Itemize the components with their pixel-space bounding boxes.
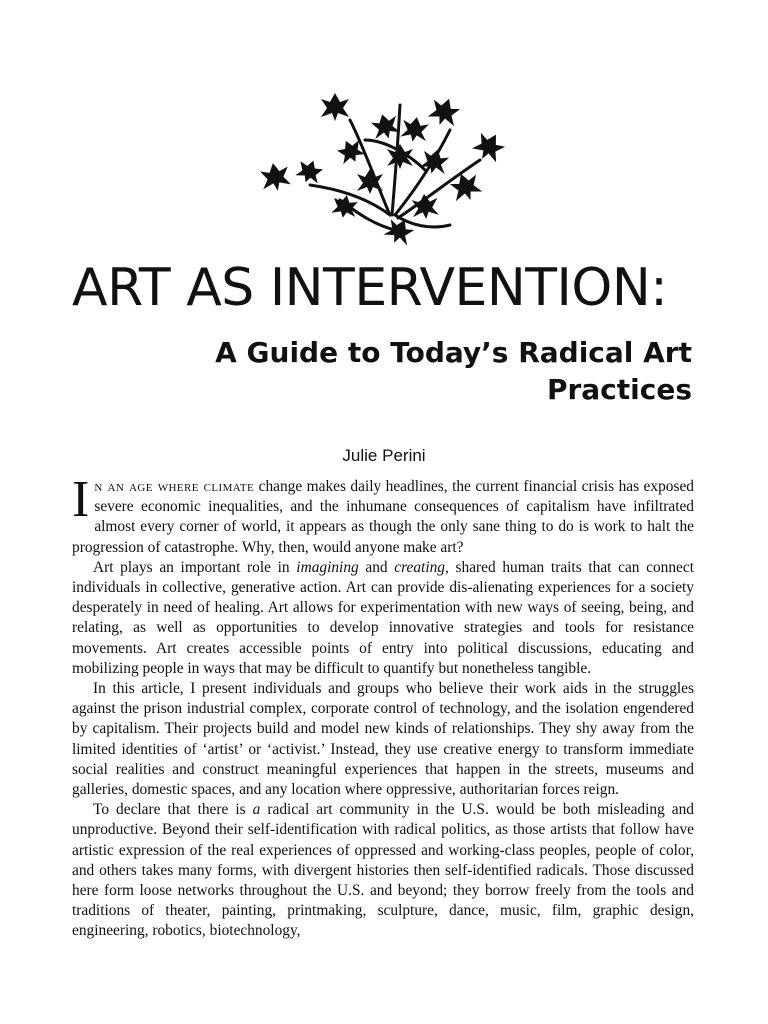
paragraph-lead: n an age where climate <box>94 478 255 495</box>
paragraph-1 <box>72 471 694 558</box>
article-body <box>72 471 694 942</box>
paragraph-text: In this article, I present individuals and groups who believe their work aids in the struggles against the prison industrial complex, corporate control of technology, and the isolation engendered by capitalism. Their projects build and model new kinds of relationships. They shy away from the limited identities of ‘artist’ or ‘activist.’ Instead, they use creative energy to transform immediate social realities and construct meaningful experiences that happen in the streets, museums and galleries, domestic spaces, and any location where oppressive, authoritarian forces reign. <box>72 680 694 799</box>
paragraph-3 <box>72 679 694 800</box>
paragraph-text: Art plays an important role in <box>93 558 297 576</box>
emphasis: creating <box>394 558 445 576</box>
flowering-branch-icon <box>250 80 510 250</box>
paragraph-2 <box>72 558 694 679</box>
emphasis: imagining <box>296 558 359 576</box>
drop-cap: I <box>72 471 90 528</box>
article-subtitle: A Guide to Today’s Radical Art Practices <box>215 336 692 406</box>
emphasis: a <box>252 801 261 819</box>
article-title: ART AS INTERVENTION: <box>72 258 668 318</box>
paragraph-text: radical art community in the U.S. would be both misleading and unproductive. Beyond their self-identification with radical politics, as those artists that follow have artistic expression of the real experiences of oppressed and working-class peoples, people of color, and others takes many forms, with divergent histories then self-identified radicals. Those discussed here form loose networks throughout the U.S. and beyond; they borrow freely from the tools and traditions of theater, painting, printmaking, sculpture, dance, music, film, graphic design, engineering, robotics, biotechnology, <box>72 801 694 940</box>
paragraph-text: change makes daily headlines, the current financial crisis has exposed severe economic inequalities, and the inhumane consequences of capitalism have infiltrated almost every corner of world, it appears as though the only sane thing to do is work to halt the progression of catastrophe. Why, then, would anyone make art? <box>72 478 694 556</box>
paragraph-4 <box>72 800 694 941</box>
article-author: Julie Perini <box>342 446 426 465</box>
paragraph-text: To declare that there is <box>93 801 253 819</box>
paragraph-text: , shared human traits that can connect individuals in collective, generative action. Art can provide dis-alienating experiences for a society desperately in need of healing. Art allows for experimentation with new ways of seeing, being, and relating, as well as opportunities to develop innovative strategies and tools for resistance movements. Art creates accessible points of entry into political discussions, educating and mobilizing people in ways that may be difficult to quantify but nonetheless tangible. <box>72 558 694 677</box>
paragraph-text: and <box>358 558 395 576</box>
